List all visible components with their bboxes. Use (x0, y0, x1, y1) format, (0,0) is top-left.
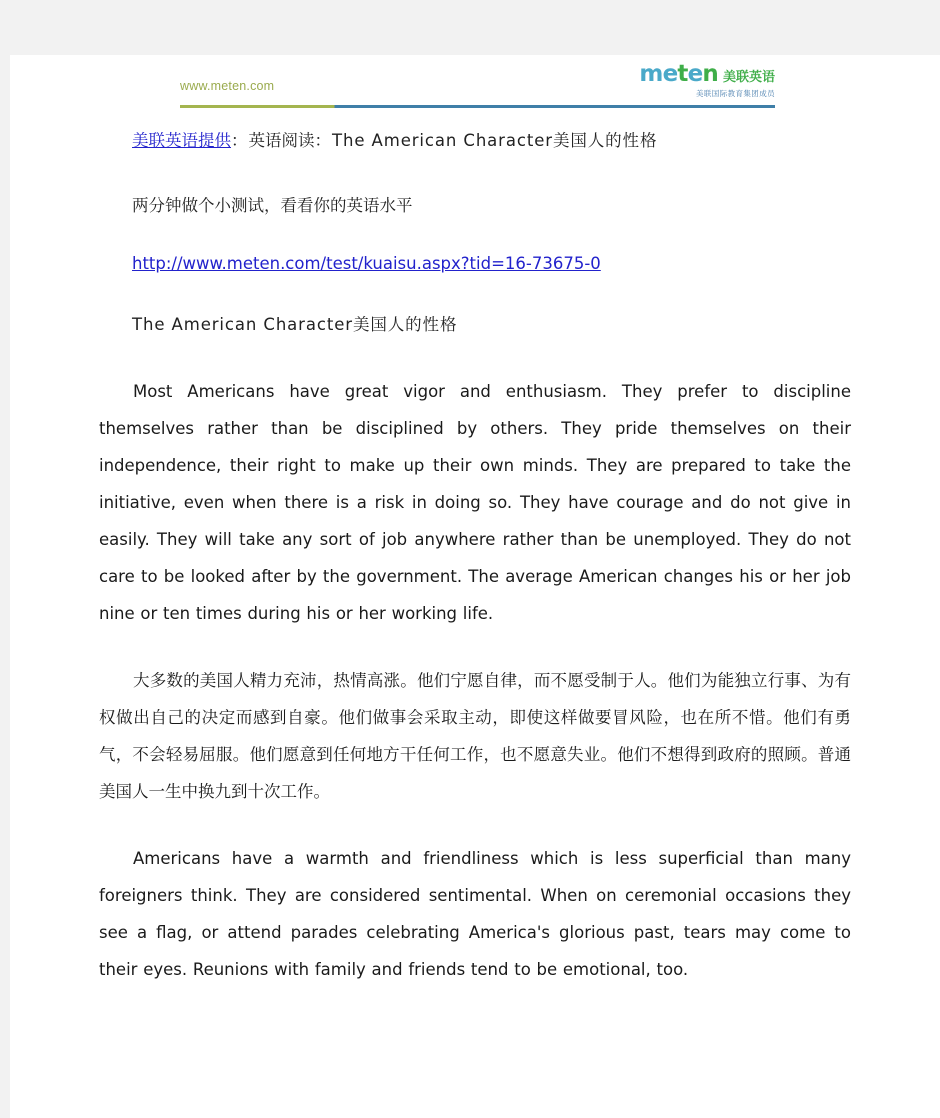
title-line (132, 129, 851, 154)
title-separator-1: ： (231, 131, 249, 150)
paragraph-chinese-1: 大多数的美国人精力充沛，热情高涨。他们宁愿自律，而不愿受制于人。他们为能独立行事、为有权做出自己的决定而感到自豪。他们做事会采取主动，即使这样做要冒风险，也在所不惜。他们有勇气，不会轻易屈服。他们愿意到任何地方干任何工作，也不愿意失业。他们不想得到政府的照顾。普通美国人一生中换九到十次工作。 (99, 670, 851, 801)
provider-link[interactable]: 美联英语提供 (132, 131, 231, 150)
document-content (99, 117, 851, 988)
spacer-4 (99, 335, 851, 373)
document-header (175, 55, 775, 117)
meten-logo (639, 63, 775, 98)
logo-wordmark: meten (639, 61, 718, 87)
spacer-1 (99, 154, 851, 192)
title-category: 英语阅读 (248, 131, 315, 150)
spacer-5 (99, 632, 851, 662)
title-article-name: The American Character美国人的性格 (332, 131, 658, 150)
test-url-link[interactable]: http://www.meten.com/test/kuaisu.aspx?tid=16-73675-0 (132, 253, 601, 273)
article-heading: The American Character美国人的性格 (132, 314, 458, 334)
spacer-2 (99, 216, 851, 254)
spacer-6 (99, 810, 851, 840)
logo-main-row (639, 63, 775, 86)
document-page (10, 55, 940, 1118)
logo-chinese-name: 美联英语 (722, 70, 775, 85)
logo-subtitle: 美联国际教育集团成员 (696, 89, 775, 98)
site-url-text: www.meten.com (180, 79, 275, 93)
paragraph-english-2: Americans have a warmth and friendliness which is less superficial than many foreigners think. They are considered sentimental. When on ceremonial occasions they see a flag, or attend parades celebrating America's glorious past, tears may come to their eyes. Reunions with family and friends tend to be emotional, too. (99, 848, 851, 979)
header-divider-rule (180, 105, 775, 108)
spacer-3 (99, 273, 851, 311)
promo-line: 两分钟做个小测试，看看你的英语水平 (132, 195, 413, 215)
title-separator-2: ： (314, 131, 332, 150)
paragraph-english-1: Most Americans have great vigor and enthusiasm. They prefer to discipline themselves rather than be disciplined by others. They pride themselves on their independence, their right to make up their own minds. They are prepared to take the initiative, even when there is a risk in doing so. They have courage and do not give in easily. They will take any sort of job anywhere rather than be unemployed. They do not care to be looked after by the government. The average American changes his or her job nine or ten times during his or her working life. (99, 381, 851, 623)
